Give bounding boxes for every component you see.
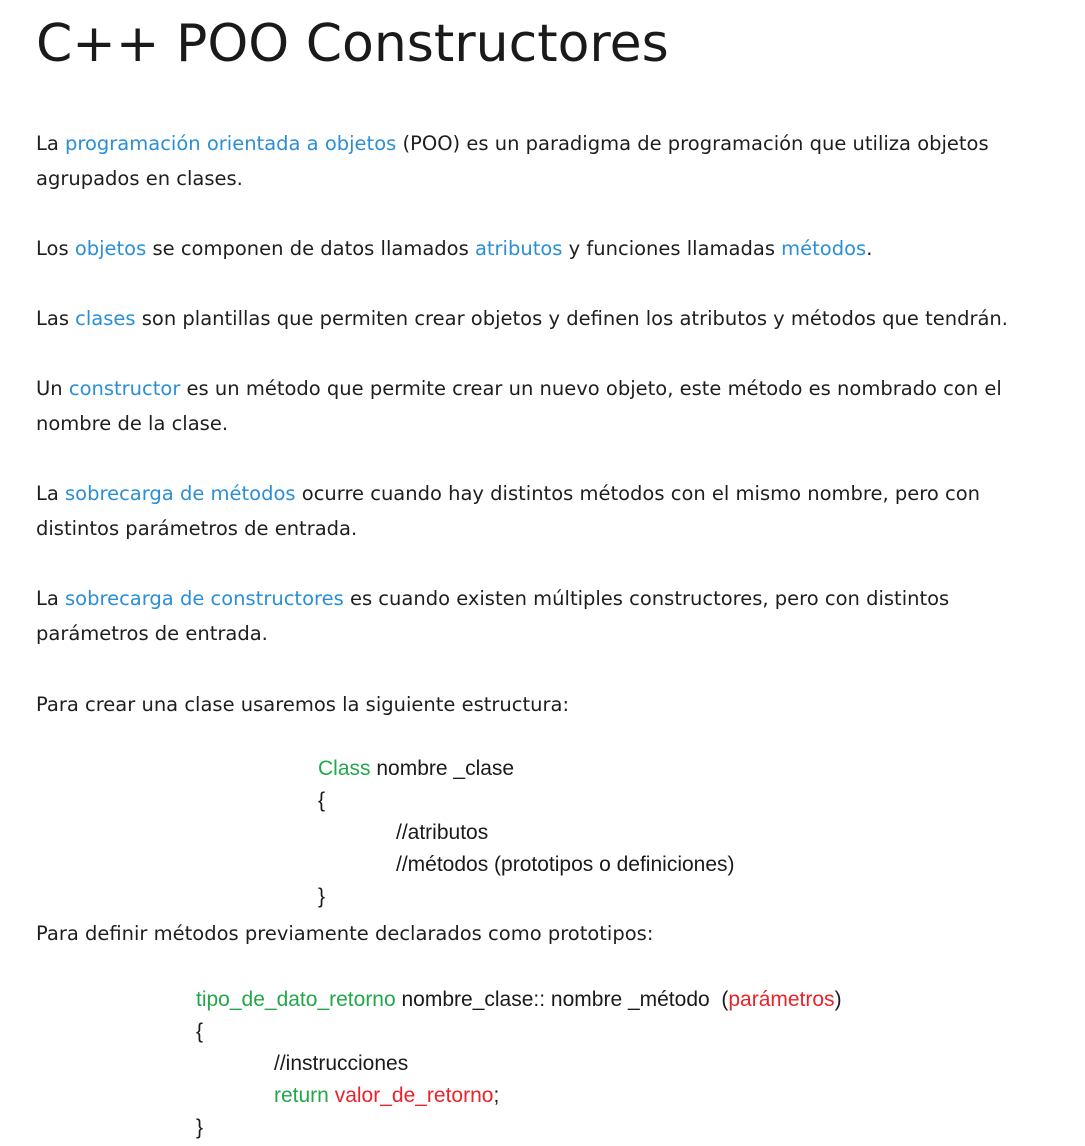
return-value: valor_de_retorno [328, 1084, 494, 1107]
class-structure-diagram [318, 753, 735, 913]
link-atributos[interactable]: atributos [474, 237, 563, 260]
close-brace: } [196, 1116, 204, 1139]
class-declaration-line [318, 753, 735, 785]
paragraph-sobrecarga-constructores: La sobrecarga de constructores es cuando existen múltiples constructores, pero con distintos parámetros de entrada. [36, 587, 950, 645]
instructions-comment-line: //instrucciones [274, 1052, 409, 1075]
link-clases[interactable]: clases [75, 307, 136, 330]
link-sobrecarga-de-metodos[interactable]: sobrecarga de métodos [65, 482, 296, 505]
close-brace: } [318, 885, 326, 908]
open-brace: { [196, 1020, 204, 1043]
paragraph-definir-metodos: Para definir métodos previamente declarados como prototipos: [36, 922, 654, 945]
return-type: tipo_de_dato_retorno [196, 988, 396, 1011]
methods-comment-line: //métodos (prototipos o definiciones) [396, 853, 735, 876]
class-name: nombre _clase [370, 757, 515, 780]
paragraph-clases: Las clases son plantillas que permiten crear objetos y definen los atributos y métodos que tendrán. [36, 307, 1008, 330]
link-objetos[interactable]: objetos [74, 237, 147, 260]
attributes-comment-line: //atributos [396, 821, 489, 844]
paragraph-objetos: Los objetos se componen de datos llamados atributos y funciones llamadas métodos. [36, 237, 873, 260]
method-signature: nombre_clase:: nombre _método ( [395, 988, 729, 1011]
return-line: return valor_de_retorno; [274, 1084, 500, 1107]
method-definition-diagram [196, 984, 842, 1144]
open-brace: { [318, 789, 326, 812]
method-signature-line: tipo_de_dato_retorno nombre_clase:: nombre _método (parámetros) [196, 988, 842, 1011]
paragraph-poo: La programación orientada a objetos (POO) es un paradigma de programación que utiliza objetos agrupados en clases. [36, 132, 989, 190]
paragraph-crear-clase: Para crear una clase usaremos la siguiente estructura: [36, 693, 570, 716]
return-keyword: return [274, 1084, 329, 1107]
link-constructor[interactable]: constructor [68, 377, 181, 400]
paragraph-sobrecarga-metodos: La sobrecarga de métodos ocurre cuando hay distintos métodos con el mismo nombre, pero con distintos parámetros de entrada. [36, 482, 980, 540]
method-params: parámetros [728, 988, 835, 1011]
class-keyword: Class [318, 757, 371, 780]
link-metodos[interactable]: métodos [781, 237, 867, 260]
paragraph-constructor: Un constructor es un método que permite crear un nuevo objeto, este método es nombrado con el nombre de la clase. [36, 377, 1002, 435]
page-title: C++ POO Constructores [36, 14, 669, 74]
link-programacion-orientada-a-objetos[interactable]: programación orientada a objetos [65, 132, 397, 155]
link-sobrecarga-de-constructores[interactable]: sobrecarga de constructores [65, 587, 344, 610]
